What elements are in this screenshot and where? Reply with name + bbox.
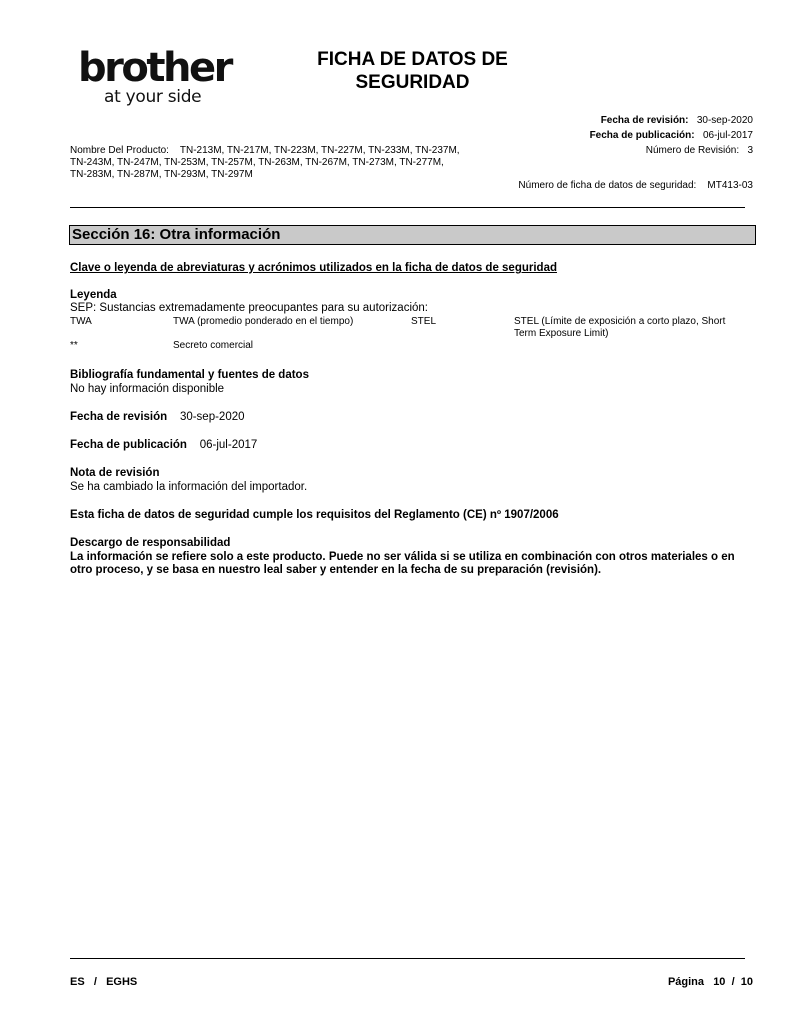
disclaimer-text [70, 551, 770, 577]
document-title [290, 48, 535, 94]
sds-number-value: MT413-03 [707, 180, 753, 191]
header-divider [70, 207, 745, 208]
section-publication-date-row [70, 439, 257, 452]
brother-logo [78, 45, 248, 112]
legend-heading: Leyenda [70, 289, 117, 301]
revision-date-value: 30-sep-2020 [696, 115, 753, 126]
legend-desc-twa: TWA (promedio ponderado en el tiempo) [173, 316, 354, 327]
section-publication-date-label: Fecha de publicación [70, 439, 187, 451]
section-revision-date-row [70, 411, 245, 424]
legend-abbr-stel: STEL [411, 316, 437, 327]
footer-page-current: 10 [713, 976, 726, 988]
title-line-1: FICHA DE DATOS DE [317, 49, 508, 70]
publication-date-value: 06-jul-2017 [702, 130, 753, 141]
footer-page-number [580, 976, 753, 989]
revision-number-row [480, 145, 753, 157]
footer-lang-separator: / [93, 976, 97, 988]
logo-tagline: at your side [104, 87, 202, 107]
section-revision-date-label: Fecha de revisión [70, 411, 168, 423]
publication-date-row [480, 130, 753, 142]
title-line-2: SEGURIDAD [355, 72, 470, 93]
disclaimer-heading: Descargo de responsabilidad [70, 537, 231, 549]
legend-abbr-twa: TWA [70, 316, 92, 327]
abbreviations-heading: Clave o leyenda de abreviaturas y acrónimos utilizados en la ficha de datos de seguridad [70, 262, 557, 274]
sds-number-row [450, 180, 753, 192]
compliance-statement: Esta ficha de datos de seguridad cumple los requisitos del Reglamento (CE) nº 1907/2006 [70, 509, 559, 521]
section-revision-date-value: 30-sep-2020 [179, 411, 245, 423]
footer-page-label: Página [667, 976, 705, 988]
legend-abbr-trade-secret: ** [70, 340, 78, 351]
legend-desc-stel-line-1: STEL (Límite de exposición a corto plazo, Short [514, 316, 726, 327]
disclaimer-line-1: La información se refiere solo a este producto. Puede no ser válida si se utiliza en combinación con otros materiales o en [70, 551, 735, 563]
legend-desc-stel-line-2: Term Exposure Limit) [514, 328, 609, 339]
legend-desc-trade-secret: Secreto comercial [173, 340, 254, 351]
revision-date-label: Fecha de revisión: [600, 115, 689, 126]
product-name-line-3: TN-283M, TN-287M, TN-293M, TN-297M [70, 169, 253, 180]
sep-text: SEP: Sustancias extremadamente preocupantes para su autorización: [70, 302, 428, 314]
product-name-line-1: TN-213M, TN-217M, TN-223M, TN-227M, TN-233M, TN-237M, [179, 145, 460, 156]
bibliography-text: No hay información disponible [70, 383, 225, 395]
publication-date-label: Fecha de publicación: [589, 130, 695, 141]
section-16-heading: Sección 16: Otra información [69, 225, 756, 245]
footer-lang: ES [70, 976, 85, 988]
footer-language [70, 976, 137, 989]
footer-divider [70, 958, 745, 959]
product-name-block [70, 145, 490, 181]
footer-page-separator: / [731, 976, 735, 988]
product-name-label: Nombre Del Producto: [70, 145, 169, 156]
revision-number-label: Número de Revisión: [645, 145, 740, 156]
sds-number-label: Número de ficha de datos de seguridad: [518, 180, 697, 191]
footer-page-total: 10 [740, 976, 753, 988]
section-publication-date-value: 06-jul-2017 [199, 439, 258, 451]
footer-format: EGHS [106, 976, 138, 988]
bibliography-heading: Bibliografía fundamental y fuentes de datos [70, 369, 309, 381]
revision-note-text: Se ha cambiado la información del importador. [70, 481, 308, 493]
revision-number-value: 3 [747, 145, 753, 156]
product-name-line-2: TN-243M, TN-247M, TN-253M, TN-257M, TN-263M, TN-267M, TN-273M, TN-277M, [70, 157, 444, 168]
disclaimer-line-2: otro proceso, y se basa en nuestro leal saber y entender en la fecha de su preparación (revisión). [70, 564, 602, 576]
legend-desc-stel [514, 316, 754, 340]
revision-note-heading: Nota de revisión [70, 467, 160, 479]
revision-date-row [480, 115, 753, 127]
logo-wordmark: brother [78, 45, 231, 91]
